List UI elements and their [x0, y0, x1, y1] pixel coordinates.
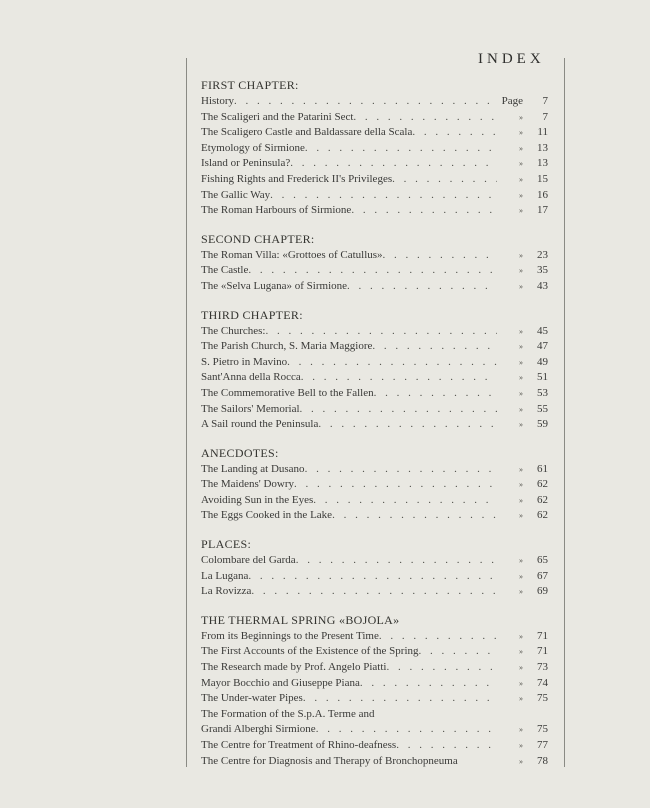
- ditto-mark: »: [519, 404, 523, 414]
- toc-section: [201, 306, 548, 433]
- toc-entry: [201, 691, 548, 707]
- page-number: 71: [537, 629, 548, 642]
- ditto-mark: »: [519, 281, 523, 291]
- entry-title: The Maidens' Dowry: [201, 478, 295, 491]
- entry-title: The «Selva Lugana» of Sirmione: [201, 279, 348, 292]
- toc-entry: [201, 355, 548, 371]
- page-number: 23: [537, 248, 548, 261]
- leader-dots: [412, 125, 497, 141]
- ditto-mark: »: [519, 464, 523, 474]
- toc-entry: [201, 738, 548, 754]
- toc-entry: [201, 629, 548, 645]
- entry-title: La Rovizza: [201, 585, 252, 598]
- ditto-mark: »: [519, 357, 523, 367]
- entry-title: Sant'Anna della Rocca: [201, 371, 301, 384]
- ditto-mark: »: [519, 571, 523, 581]
- ditto-mark: »: [519, 741, 523, 750]
- entry-title: Fishing Rights and Frederick II's Privileges: [201, 172, 393, 185]
- page-number: 62: [537, 509, 548, 522]
- ditto-mark: »: [519, 556, 523, 566]
- ditto-mark: Page: [501, 95, 523, 107]
- ditto-mark: »: [519, 159, 523, 169]
- entry-title: The Commemorative Bell to the Fallen: [201, 386, 374, 399]
- page-number: 11: [537, 126, 548, 139]
- page-number: 15: [537, 172, 548, 185]
- entry-title: The Centre for Treatment of Rhino-deafness: [201, 739, 397, 751]
- page-number: 71: [537, 645, 548, 658]
- toc-entry: [201, 94, 548, 110]
- leader-dots: [316, 722, 497, 738]
- ditto-mark: »: [519, 678, 523, 688]
- entry-title: Mayor Bocchio and Giuseppe Piana: [201, 676, 360, 689]
- page-number: 61: [537, 462, 548, 475]
- toc-entry: [201, 203, 548, 219]
- leader-dots: [379, 629, 497, 645]
- ditto-mark: »: [519, 694, 523, 704]
- leader-dots: [419, 644, 497, 660]
- leader-dots: [287, 355, 497, 371]
- toc-entry: [201, 754, 548, 770]
- page-number: 13: [537, 157, 548, 170]
- page-number: 49: [537, 355, 548, 368]
- ditto-mark: »: [519, 631, 523, 641]
- section-heading: FIRST CHAPTER:: [201, 78, 299, 92]
- page-number: [523, 707, 548, 723]
- entry-title: The Landing at Dusano: [201, 462, 305, 475]
- toc-entry: [201, 370, 548, 386]
- ditto-mark: »: [519, 342, 523, 352]
- entry-title: The Formation of the S.p.A. Terme and: [201, 707, 375, 720]
- ditto-mark: »: [519, 388, 523, 398]
- toc-section: [201, 444, 548, 524]
- leader-dots: [332, 508, 497, 524]
- ditto-mark: »: [519, 112, 523, 122]
- ditto-mark: »: [519, 326, 523, 336]
- toc-entry: [201, 493, 548, 509]
- entry-title: S. Pietro in Mavino: [201, 355, 288, 368]
- page-number: 65: [537, 554, 548, 567]
- toc-entry: [201, 722, 548, 738]
- page-number: 47: [537, 340, 548, 353]
- toc-entry: [201, 553, 548, 569]
- entry-title: Colombare del Garda: [201, 554, 296, 567]
- section-heading: PLACES:: [201, 537, 252, 552]
- toc-entry: [201, 248, 548, 264]
- page-number: 16: [537, 188, 548, 201]
- page-number: 67: [537, 569, 548, 582]
- page-number: 74: [537, 676, 548, 689]
- page-number: 17: [537, 204, 548, 217]
- section-heading: THIRD CHAPTER:: [201, 307, 303, 322]
- leader-dots: [303, 691, 497, 707]
- toc-entry: [201, 402, 548, 418]
- page-number: 75: [537, 723, 548, 736]
- entry-title: The Under-water Pipes: [201, 692, 303, 705]
- leader-dots: [234, 94, 493, 110]
- leader-dots: [305, 462, 497, 478]
- leader-dots: [351, 203, 497, 219]
- toc-entry: [201, 584, 548, 600]
- left-margin-rule: [186, 58, 187, 767]
- toc-entry: [201, 263, 548, 279]
- toc-entry: [201, 156, 548, 172]
- entry-title: The Roman Villa: «Grottoes of Catullus»: [201, 248, 383, 261]
- leader-dots: [374, 386, 497, 402]
- leader-dots: [305, 141, 497, 157]
- leader-dots: [386, 660, 497, 676]
- toc-entry: [201, 508, 548, 524]
- toc-entry: [201, 172, 548, 188]
- toc-entry: [201, 707, 548, 723]
- ditto-mark: »: [519, 663, 523, 673]
- right-margin-rule: [564, 58, 565, 767]
- leader-dots: [353, 110, 497, 126]
- page-number: 69: [537, 585, 548, 598]
- entry-title: The Gallic Way: [201, 188, 271, 201]
- entry-title: The Scaligeri and the Patarini Sect: [201, 110, 354, 123]
- leader-dots: [248, 569, 497, 585]
- toc-entry: [201, 339, 548, 355]
- page-number: 13: [537, 141, 548, 154]
- leader-dots: [296, 553, 497, 569]
- entry-title: Avoiding Sun in the Eyes: [201, 493, 314, 506]
- toc-entry: [201, 462, 548, 478]
- page-number: 55: [537, 402, 548, 415]
- leader-dots: [290, 156, 497, 172]
- page-number: 73: [537, 661, 548, 674]
- section-heading: SECOND CHAPTER:: [201, 231, 315, 246]
- ditto-mark: »: [519, 250, 523, 260]
- entry-title: La Lugana: [201, 569, 249, 582]
- table-of-contents: [201, 76, 548, 769]
- ditto-mark: »: [519, 647, 523, 657]
- leader-dots: [372, 339, 497, 355]
- toc-entry: [201, 386, 548, 402]
- entry-title: The First Accounts of the Existence of the Spring: [201, 645, 419, 658]
- entry-title: The Centre for Diagnosis and Therapy of Bronchopneuma: [201, 754, 458, 767]
- ditto-mark: »: [519, 511, 523, 521]
- ditto-mark: »: [519, 190, 523, 200]
- toc-entry: [201, 141, 548, 157]
- leader-dots: [392, 172, 497, 188]
- entry-title: The Castle: [201, 264, 249, 277]
- toc-entry: [201, 644, 548, 660]
- leader-dots: [251, 584, 497, 600]
- entry-title: Island or Peninsula?: [201, 157, 291, 170]
- toc-entry: [201, 125, 548, 141]
- entry-title: The Sailors' Memorial: [201, 402, 300, 415]
- toc-section: [201, 535, 548, 600]
- ditto-mark: »: [519, 756, 523, 766]
- page-number: 51: [537, 371, 548, 384]
- leader-dots: [294, 477, 497, 493]
- leader-dots: [301, 370, 497, 386]
- toc-entry: [201, 279, 548, 295]
- ditto-mark: »: [519, 373, 523, 383]
- toc-entry: [201, 676, 548, 692]
- leader-dots: [318, 417, 497, 433]
- toc-section: [201, 230, 548, 295]
- page-number: 78: [537, 754, 548, 767]
- toc-entry: [201, 324, 548, 340]
- ditto-mark: »: [519, 143, 523, 153]
- page-number: 75: [537, 692, 548, 705]
- leader-dots: [396, 738, 497, 754]
- entry-title: The Roman Harbours of Sirmione: [201, 204, 352, 217]
- leader-dots: [270, 188, 497, 204]
- page-number: 59: [537, 418, 548, 431]
- toc-entry: [201, 660, 548, 676]
- section-heading: THE THERMAL SPRING «BOJOLA»: [201, 612, 400, 627]
- toc-section: [201, 76, 548, 219]
- entry-title: Grandi Alberghi Sirmione: [201, 723, 316, 736]
- entry-title: The Scaligero Castle and Baldassare della Scala: [201, 126, 413, 139]
- leader-dots: [360, 676, 497, 692]
- ditto-mark: »: [519, 725, 523, 735]
- ditto-mark: »: [519, 206, 523, 216]
- page-number: 62: [537, 478, 548, 491]
- toc-entry: [201, 110, 548, 126]
- entry-title: The Parish Church, S. Maria Maggiore: [201, 340, 373, 353]
- leader-dots: [383, 248, 497, 264]
- ditto-mark: »: [519, 174, 523, 184]
- toc-entry: [201, 569, 548, 585]
- page-number: 43: [537, 279, 548, 292]
- entry-title: From its Beginnings to the Present Time: [201, 629, 379, 642]
- page-number: 7: [542, 110, 548, 123]
- ditto-mark: »: [519, 587, 523, 597]
- entry-title: The Eggs Cooked in the Lake: [201, 509, 333, 522]
- section-heading: ANECDOTES:: [201, 445, 279, 460]
- page-number: 62: [537, 493, 548, 506]
- page-number: 53: [537, 386, 548, 399]
- leader-dots: [265, 324, 497, 340]
- ditto-mark: »: [519, 266, 523, 276]
- leader-dots: [248, 263, 497, 279]
- leader-dots: [300, 402, 497, 418]
- entry-title: The Research made by Prof. Angelo Piatti: [201, 661, 387, 674]
- ditto-mark: »: [519, 420, 523, 430]
- ditto-mark: »: [519, 480, 523, 490]
- toc-section: [201, 611, 548, 769]
- page-number: 45: [537, 324, 548, 337]
- page-number: 7: [542, 95, 548, 107]
- leader-dots: [347, 279, 497, 295]
- entry-title: Etymology of Sirmione: [201, 141, 305, 154]
- entry-title: The Churches:: [201, 324, 266, 337]
- toc-entry: [201, 188, 548, 204]
- toc-entry: [201, 477, 548, 493]
- ditto-mark: »: [519, 128, 523, 138]
- entry-title: History: [201, 95, 234, 107]
- ditto-mark: »: [519, 495, 523, 505]
- leader-dots: [313, 493, 497, 509]
- ditto-mark: [497, 707, 523, 723]
- toc-entry: [201, 417, 548, 433]
- page-title: INDEX: [478, 51, 545, 67]
- entry-title: A Sail round the Peninsula: [201, 418, 319, 431]
- page-number: 35: [537, 264, 548, 277]
- page-number: 77: [537, 739, 548, 751]
